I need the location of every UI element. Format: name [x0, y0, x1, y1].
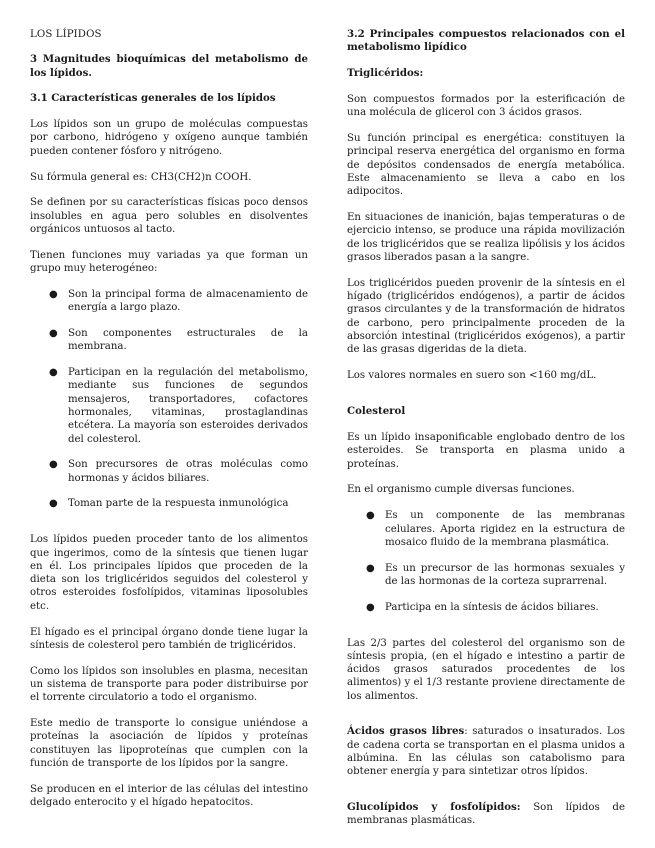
definition-text: : saturados o insaturados. Los de cadena corta se transportan en el plasma unidos a albúmina. En las células son catabolismo para obtener energía y para sintetizar otros lípidos. — [347, 726, 625, 778]
list-item-text: Participa en la síntesis de ácidos biliares. — [385, 601, 599, 613]
paragraph: Se definen por su características físicas poco densos insolubles en agua pero solubles en disolventes orgánicos untuosos al tacto. — [30, 197, 308, 235]
list-item-text: Toman parte de la respuesta inmunológica — [68, 498, 289, 510]
paragraph: Es un lípido insaponificable englobado dentro de los esteroides. Se transporta en plasma unido a proteínas. — [347, 432, 625, 470]
bullet-icon: ● — [49, 459, 58, 471]
paragraph: Se producen en el interior de las células del intestino delgado enterocito y el hígado hepatocitos. — [30, 783, 308, 808]
paragraph: En el organismo cumple diversas funciones. — [347, 484, 575, 496]
document-title: LOS LÍPIDOS — [30, 29, 102, 40]
left-column — [30, 28, 308, 822]
list-item-text: Son precursores de otras moléculas como hormonas y ácidos biliares. — [68, 459, 308, 484]
list-item — [30, 288, 308, 315]
functions-list — [30, 288, 308, 511]
cholesterol-functions-list — [347, 509, 625, 614]
bullet-icon: ● — [49, 327, 58, 339]
term-glucolipidos: Glucolípidos y fosfolípidos: — [347, 801, 521, 814]
subheading-trigliceridos: Triglicéridos: — [347, 66, 424, 79]
paragraph: Son compuestos formados por la esterificación de una molécula de glicerol con 3 ácidos grasos. — [347, 93, 625, 119]
paragraph: Los lípidos pueden proceder tanto de los alimentos que ingerimos, como de la síntesis que tienen lugar en él. Los principales lípidos que proceden de la dieta son los triglicéridos seguidos del colesterol y otros esteroides fosfolípidos, vitaminas liposolubles etc. — [30, 534, 308, 612]
definition-text: Son lípidos de membranas plasmáticas. — [347, 802, 625, 827]
paragraph-glucolipidos — [347, 801, 625, 828]
paragraph: Este medio de transporte lo consigue uniéndose a proteínas la asociación de lípidos y proteínas constituyen las lipoproteínas que cumplen con la función de transporte de los lípidos por la sangre. — [30, 717, 308, 769]
bullet-icon: ● — [49, 288, 58, 300]
right-column — [347, 28, 625, 840]
section-heading-3: 3 Magnitudes bioquímicas del metabolismo de los lípidos. — [30, 53, 308, 79]
paragraph: Tienen funciones muy variadas ya que forman un grupo muy heterogéneo: — [30, 249, 308, 275]
paragraph: Los valores normales en suero son <160 mg/dL. — [347, 369, 597, 381]
list-item — [30, 327, 308, 354]
section-heading-3-1: 3.1 Características generales de los lípidos — [30, 91, 276, 104]
spacer — [347, 395, 625, 405]
paragraph: Los triglicéridos pueden provenir de la síntesis en el hígado (triglicéridos endógenos), a partir de ácidos grasos circulantes y de la transformación de hidratos de carbono, pero principalmente proceden de la absorción intestinal (triglicéridos exógenos), a partir de las grasas digeridas de la dieta. — [347, 277, 625, 356]
list-item — [30, 366, 308, 446]
spacer — [347, 715, 625, 725]
bullet-icon: ● — [49, 367, 58, 379]
list-item-text: Son la principal forma de almacenamiento de energía a largo plazo. — [68, 288, 308, 314]
list-item — [347, 509, 625, 549]
paragraph: Las 2/3 partes del colesterol del organismo son de síntesis propia, (en el hígado e intestino a partir de ácidos grasos saturados procedentes de los alimentos) y el 1/3 restante proviene directamente de los alimentos. — [347, 637, 625, 702]
list-item — [347, 562, 625, 589]
bullet-icon: ● — [366, 601, 375, 613]
list-item — [30, 458, 308, 485]
list-item-text: Son componentes estructurales de la membrana. — [68, 327, 308, 353]
paragraph: Su función principal es energética: constituyen la principal reserva energética del organismo en forma de depósitos condensados de energía metabólica. Este almacenamiento se lleva a cabo en los adipocitos. — [347, 132, 625, 198]
paragraph: Su fórmula general es: CH3(CH2)n COOH. — [30, 171, 252, 183]
paragraph: Los lípidos son un grupo de moléculas compuestas por carbono, hidrógeno y oxígeno aunque también pueden contener fósforo y nitrógeno. — [30, 119, 308, 157]
list-item — [347, 601, 625, 614]
subheading-colesterol: Colesterol — [347, 404, 406, 417]
bullet-icon: ● — [49, 498, 58, 510]
spacer — [347, 627, 625, 637]
term-acidos-grasos-libres: Ácidos grasos libres — [347, 725, 465, 738]
section-heading-3-2: 3.2 Principales compuestos relacionados con el metabolismo lipídico — [347, 28, 625, 54]
paragraph: En situaciones de inanición, bajas temperaturas o de ejercicio intenso, se produce una rápida movilización de los triglicéridos que se realiza lipólisis y los ácidos grasos liberados pasan a la sangre. — [347, 211, 625, 263]
list-item — [30, 497, 308, 510]
bullet-icon: ● — [366, 562, 375, 574]
list-item-text: Es un precursor de las hormonas sexuales y de las hormonas de la corteza suprarrenal. — [385, 562, 625, 587]
paragraph: El hígado es el principal órgano donde tiene lugar la síntesis de colesterol pero también de triglicéridos. — [30, 626, 308, 651]
list-item-text: Participan en la regulación del metabolismo, mediante sus funciones de segundos mensajeros, transportadores, cofactores hormonales, vitaminas, prostaglandinas etcétera. La mayoría son esteroides derivados del colesterol. — [68, 367, 308, 445]
list-item-text: Es un componente de las membranas celulares. Aporta rigidez en la estructura de mosaico fluido de la membrana plasmática. — [385, 510, 625, 548]
bullet-icon: ● — [366, 510, 375, 522]
paragraph: Como los lípidos son insolubles en plasma, necesitan un sistema de transporte para poder distribuirse por el torrente circulatorio a todo el organismo. — [30, 665, 308, 704]
spacer — [30, 523, 308, 533]
spacer — [347, 791, 625, 801]
paragraph-acidos-grasos — [347, 725, 625, 778]
